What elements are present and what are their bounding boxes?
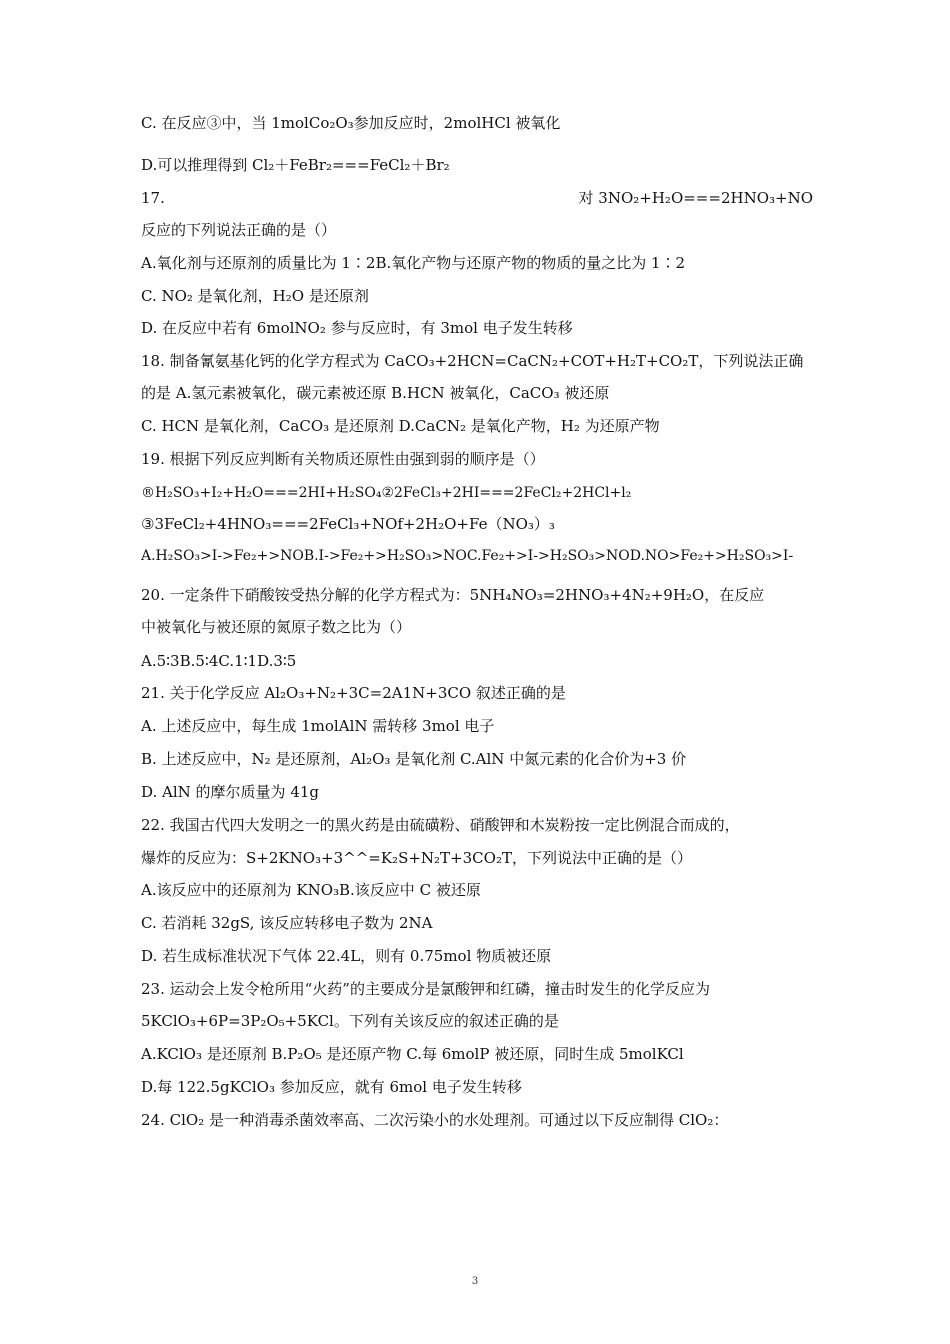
text-line: 22. 我国古代四大发明之一的黑火药是由硫磺粉、硝酸钾和木炭粉按一定比例混合而成的， <box>141 816 740 834</box>
text-line: D. 在反应中若有 6molNO₂ 参与反应时，有 3mol 电子发生转移 <box>141 319 573 337</box>
text-line: ③3FeCl₂+4HNO₃===2FeCl₃+NOf+2H₂O+Fe（NO₃）₃ <box>141 515 555 533</box>
text-line: 中被氧化与被还原的氮原子数之比为（） <box>141 618 412 636</box>
question-17-line <box>141 187 813 209</box>
text-line: 19. 根据下列反应判断有关物质还原性由强到弱的顺序是（） <box>141 450 545 468</box>
text-line: 20. 一定条件下硝酸铵受热分解的化学方程式为：5NH₄NO₃=2HNO₃+4N₂+9H₂O，在反应 <box>141 586 765 604</box>
text-line: A.KClO₃ 是还原剂 B.P₂O₅ 是还原产物 C.每 6molP 被还原，同时生成 5molKCl <box>141 1045 684 1063</box>
text-line: 5KClO₃+6P=3P₂O₅+5KCl。下列有关该反应的叙述正确的是 <box>141 1012 559 1030</box>
text-line: 21. 关于化学反应 Al₂O₃+N₂+3C=2A1N+3CO 叙述正确的是 <box>141 684 566 702</box>
text-line: B. 上述反应中，N₂ 是还原剂，Al₂O₃ 是氧化剂 C.AlN 中氮元素的化合价为+3 价 <box>141 750 687 768</box>
text-line: 18. 制备氰氨基化钙的化学方程式为 CaCO₃+2HCN=CaCN₂+COT+H₂T+CO₂T，下列说法正确 <box>141 352 804 370</box>
text-line: D. AlN 的摩尔质量为 41g <box>141 783 320 801</box>
text-line: C. HCN 是氧化剂，CaCO₃ 是还原剂 D.CaCN₂ 是氧化产物，H₂ 为还原产物 <box>141 417 660 435</box>
text-line: C. NO₂ 是氧化剂，H₂O 是还原剂 <box>141 287 369 305</box>
text-line: D. 若生成标准状况下气体 22.4L，则有 0.75mol 物质被还原 <box>141 947 552 965</box>
page-number: 3 <box>471 1276 479 1287</box>
text-line: D.每 122.5gKClO₃ 参加反应，就有 6mol 电子发生转移 <box>141 1078 522 1096</box>
text-line: A.5∶3B.5∶4C.1∶1D.3∶5 <box>141 652 297 670</box>
text-line: D.可以推理得到 Cl₂＋FeBr₂===FeCl₂＋Br₂ <box>141 156 450 174</box>
text-line: A.氧化剂与还原剂的质量比为 1∶2B.氧化产物与还原产物的物质的量之比为 1∶2 <box>141 254 686 272</box>
text-line: 反应的下列说法正确的是（） <box>141 221 337 239</box>
question-number: 17. <box>141 189 165 207</box>
text-line: A. 上述反应中，每生成 1molAlN 需转移 3mol 电子 <box>141 717 495 735</box>
text-line: A.H₂SO₃>I->Fe₂+>NOB.I->Fe₂+>H₂SO₃>NOC.Fe₂+>I->H₂SO₃>NOD.NO>Fe₂+>H₂SO₃>I- <box>141 548 794 564</box>
text-line: C. 若消耗 32gS, 该反应转移电子数为 2NA <box>141 914 433 932</box>
text-line: 23. 运动会上发令枪所用“火药”的主要成分是氯酸钾和红磷，撞击时发生的化学反应为 <box>141 980 710 998</box>
text-line: 的是 A.氢元素被氧化，碳元素被还原 B.HCN 被氧化，CaCO₃ 被还原 <box>141 384 610 402</box>
text-line: ®H₂SO₃+I₂+H₂O===2HI+H₂SO₄②2FeCl₃+2HI===2FeCl₂+2HCl+l₂ <box>141 485 632 501</box>
question-equation: 对 3NO₂+H₂O===2HNO₃+NO <box>578 189 813 207</box>
text-line: A.该反应中的还原剂为 KNO₃B.该反应中 C 被还原 <box>141 881 481 899</box>
text-line: C. 在反应③中，当 1molCo₂O₃参加反应时，2molHCl 被氧化 <box>141 114 561 132</box>
text-line: 24. ClO₂ 是一种消毒杀菌效率高、二次污染小的水处理剂。可通过以下反应制得 ClO₂： <box>141 1111 729 1129</box>
text-line: 爆炸的反应为：S+2KNO₃+3^^=K₂S+N₂T+3CO₂T，下列说法中正确的是（） <box>141 849 692 867</box>
